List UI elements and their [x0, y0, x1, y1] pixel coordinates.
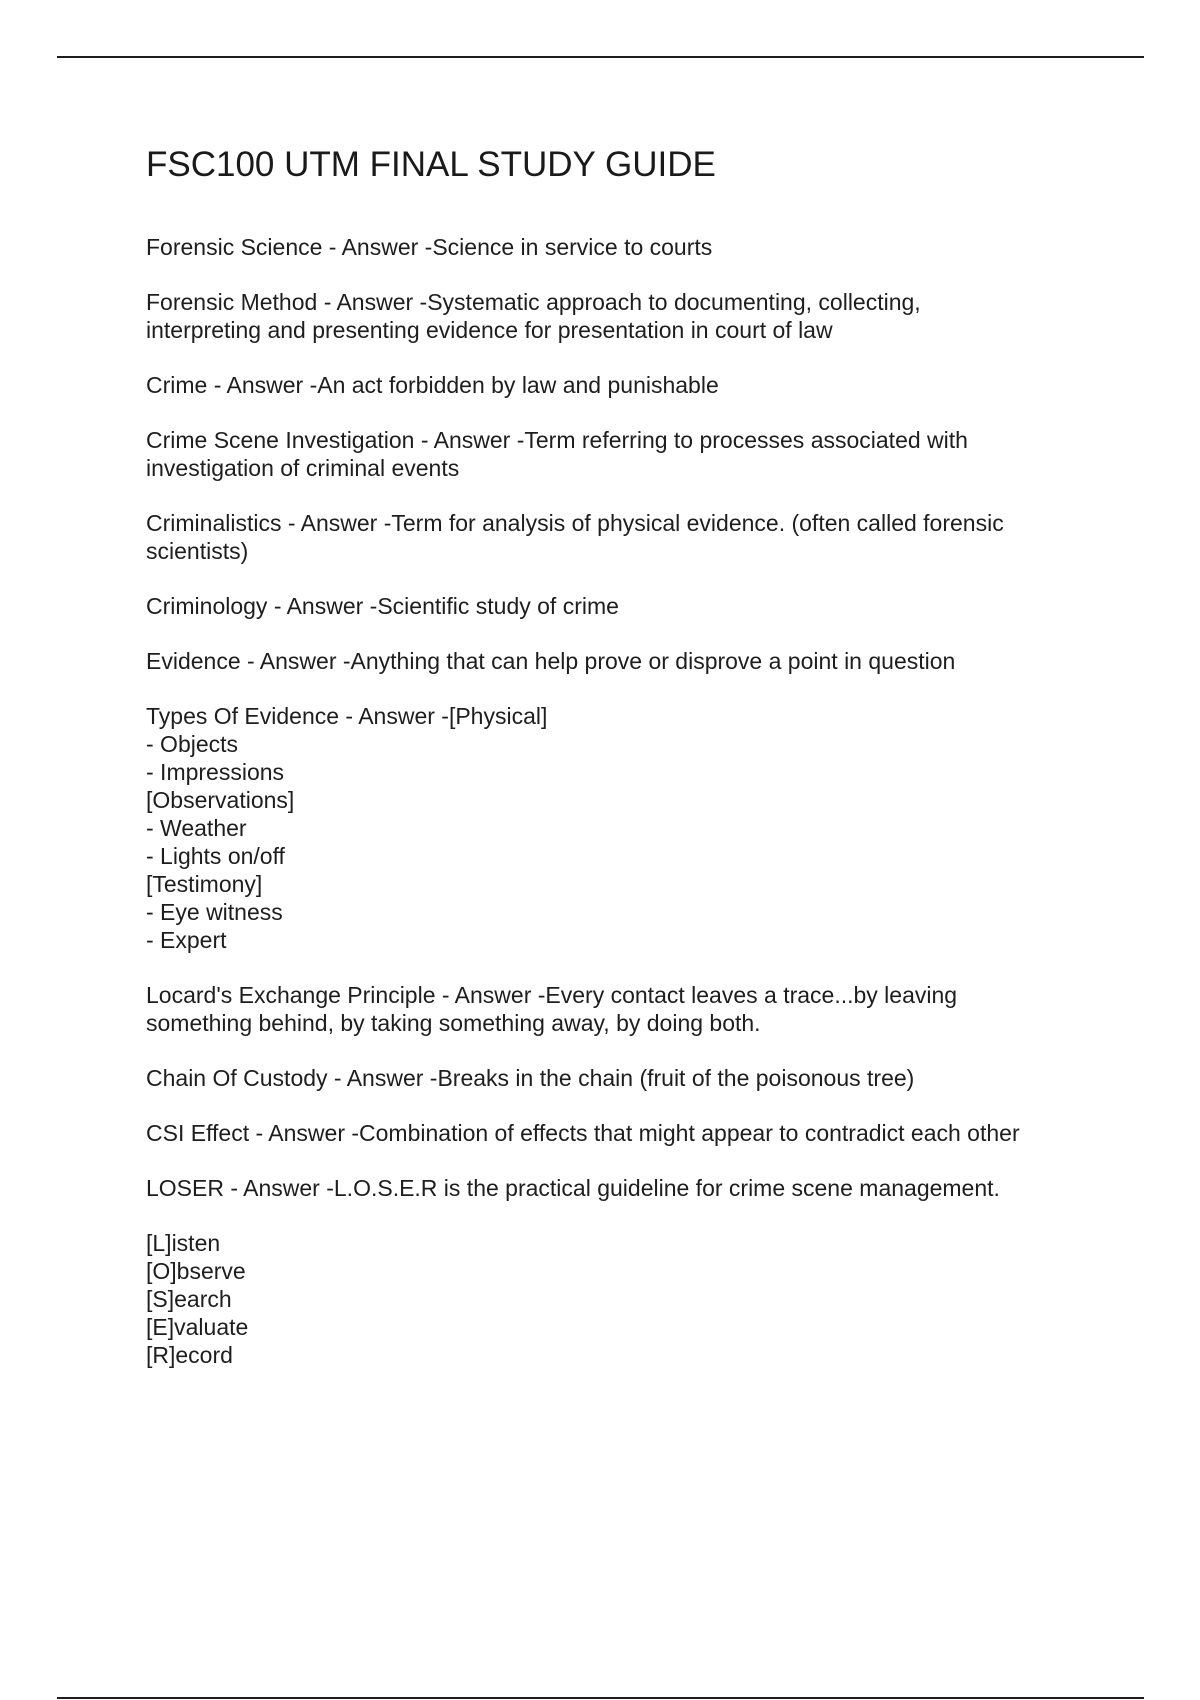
bottom-rule: [57, 1697, 1144, 1699]
entry-locards-exchange-principle: [146, 981, 1106, 1037]
entry-line: Criminalistics - Answer -Term for analysis of physical evidence. (often called forensic: [146, 510, 1004, 536]
entry-line: [Testimony]: [146, 871, 263, 897]
entry-line: Criminology - Answer -Scientific study of crime: [146, 593, 619, 619]
entry-loser: [146, 1174, 1106, 1369]
entry-line: Evidence - Answer -Anything that can help prove or disprove a point in question: [146, 648, 956, 674]
entry-line: something behind, by taking something away, by doing both.: [146, 1010, 761, 1036]
entry-types-of-evidence: [146, 702, 1106, 954]
entry-line: Chain Of Custody - Answer -Breaks in the chain (fruit of the poisonous tree): [146, 1065, 915, 1091]
entry-forensic-method: [146, 288, 1106, 344]
entry-line: Crime Scene Investigation - Answer -Term referring to processes associated with: [146, 427, 968, 453]
entry-csi-effect: [146, 1119, 1106, 1147]
page-title: FSC100 UTM FINAL STUDY GUIDE: [146, 145, 716, 184]
entry-line: investigation of criminal events: [146, 455, 460, 481]
entry-line: interpreting and presenting evidence for presentation in court of law: [146, 317, 833, 343]
top-rule: [57, 56, 1144, 58]
loser-step: [R]ecord: [146, 1342, 233, 1368]
entry-line: Forensic Method - Answer -Systematic approach to documenting, collecting,: [146, 289, 921, 315]
entry-crime: [146, 371, 1106, 399]
entry-line: scientists): [146, 538, 249, 564]
entry-line: Forensic Science - Answer -Science in service to courts: [146, 234, 713, 260]
entry-forensic-science: [146, 233, 1106, 261]
entry-chain-of-custody: [146, 1064, 1106, 1092]
entry-line: Crime - Answer -An act forbidden by law and punishable: [146, 372, 719, 398]
entry-criminology: [146, 592, 1106, 620]
entry-line: [Observations]: [146, 787, 295, 813]
entry-line: LOSER - Answer -L.O.S.E.R is the practical guideline for crime scene management.: [146, 1175, 1000, 1201]
loser-step: [L]isten: [146, 1230, 221, 1256]
entry-line: Locard's Exchange Principle - Answer -Every contact leaves a trace...by leaving: [146, 982, 958, 1008]
loser-step: [S]earch: [146, 1286, 232, 1312]
entry-line: - Expert: [146, 927, 227, 953]
loser-step: [E]valuate: [146, 1314, 249, 1340]
entry-line: CSI Effect - Answer -Combination of effects that might appear to contradict each other: [146, 1120, 1020, 1146]
entry-line: - Weather: [146, 815, 247, 841]
entry-line: - Impressions: [146, 759, 285, 785]
document-body: [146, 143, 1106, 1396]
entry-line: Types Of Evidence - Answer -[Physical]: [146, 703, 548, 729]
entry-criminalistics: [146, 509, 1106, 565]
entry-crime-scene-investigation: [146, 426, 1106, 482]
entry-list: [146, 233, 1106, 1369]
entry-line: - Objects: [146, 731, 239, 757]
entry-evidence: [146, 647, 1106, 675]
entry-line: - Lights on/off: [146, 843, 285, 869]
entry-line: - Eye witness: [146, 899, 283, 925]
loser-step: [O]bserve: [146, 1258, 246, 1284]
loser-steps-list: [146, 1229, 1106, 1369]
